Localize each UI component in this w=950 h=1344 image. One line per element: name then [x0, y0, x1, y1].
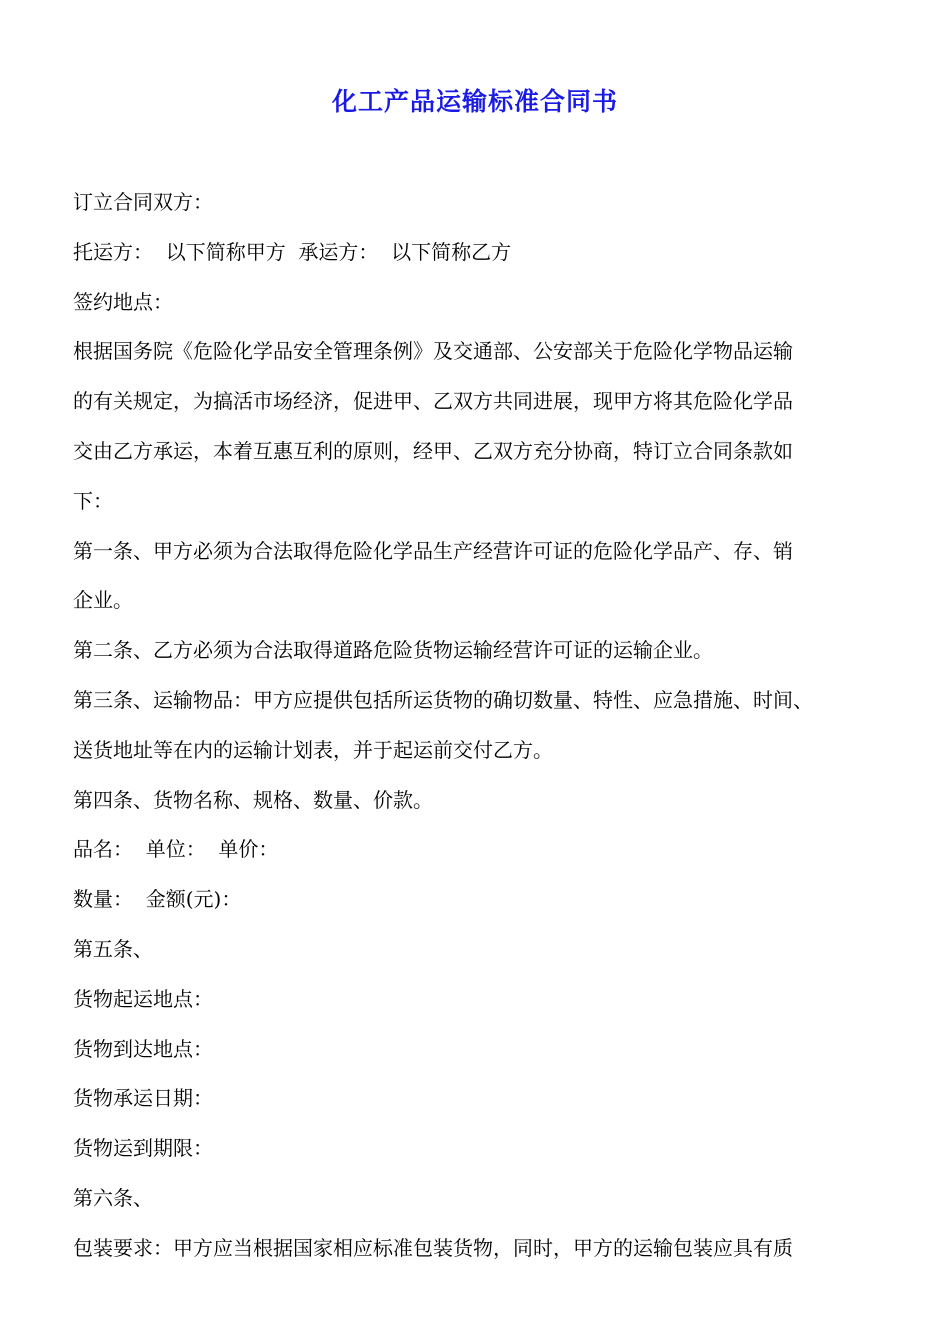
text-line: 第一条、甲方必须为合法取得危险化学品生产经营许可证的危险化学品产、存、销	[73, 538, 793, 563]
text-line: 品名： 单位： 单价：	[73, 837, 279, 862]
text-line: 第五条、	[73, 936, 153, 961]
text-line: 第二条、乙方必须为合法取得道路危险货物运输经营许可证的运输企业。	[73, 638, 713, 663]
text-line: 货物到达地点：	[73, 1036, 213, 1061]
text-line: 第四条、货物名称、规格、数量、价款。	[73, 787, 433, 812]
text-line: 货物起运地点：	[73, 986, 213, 1011]
text-line: 数量： 金额(元)：	[73, 887, 242, 912]
text-line: 第六条、	[73, 1185, 153, 1210]
text-line: 包装要求：甲方应当根据国家相应标准包装货物，同时，甲方的运输包装应具有质	[73, 1235, 793, 1260]
text-line: 第三条、运输物品：甲方应提供包括所运货物的确切数量、特性、应急措施、时间、	[73, 687, 813, 712]
text-line: 下：	[73, 488, 113, 513]
text-line: 货物承运日期：	[73, 1086, 213, 1111]
text-line: 订立合同双方：	[73, 190, 213, 214]
text-line: 送货地址等在内的运输计划表，并于起运前交付乙方。	[73, 737, 553, 762]
text-line: 交由乙方承运，本着互惠互利的原则，经甲、乙双方充分协商，特订立合同条款如	[73, 438, 793, 463]
text-line: 企业。	[73, 588, 133, 613]
text-line: 的有关规定，为搞活市场经济，促进甲、乙双方共同进展，现甲方将其危险化学品	[73, 389, 793, 414]
text-line: 签约地点：	[73, 289, 173, 314]
document-title: 化工产品运输标准合同书	[331, 87, 618, 116]
text-line: 货物运到期限：	[73, 1136, 213, 1161]
text-line: 托运方： 以下简称甲方 承运方： 以下简称乙方	[73, 239, 512, 264]
text-line: 根据国务院《危险化学品安全管理条例》及交通部、公安部关于危险化学物品运输	[73, 339, 793, 364]
document-body	[73, 184, 893, 1280]
